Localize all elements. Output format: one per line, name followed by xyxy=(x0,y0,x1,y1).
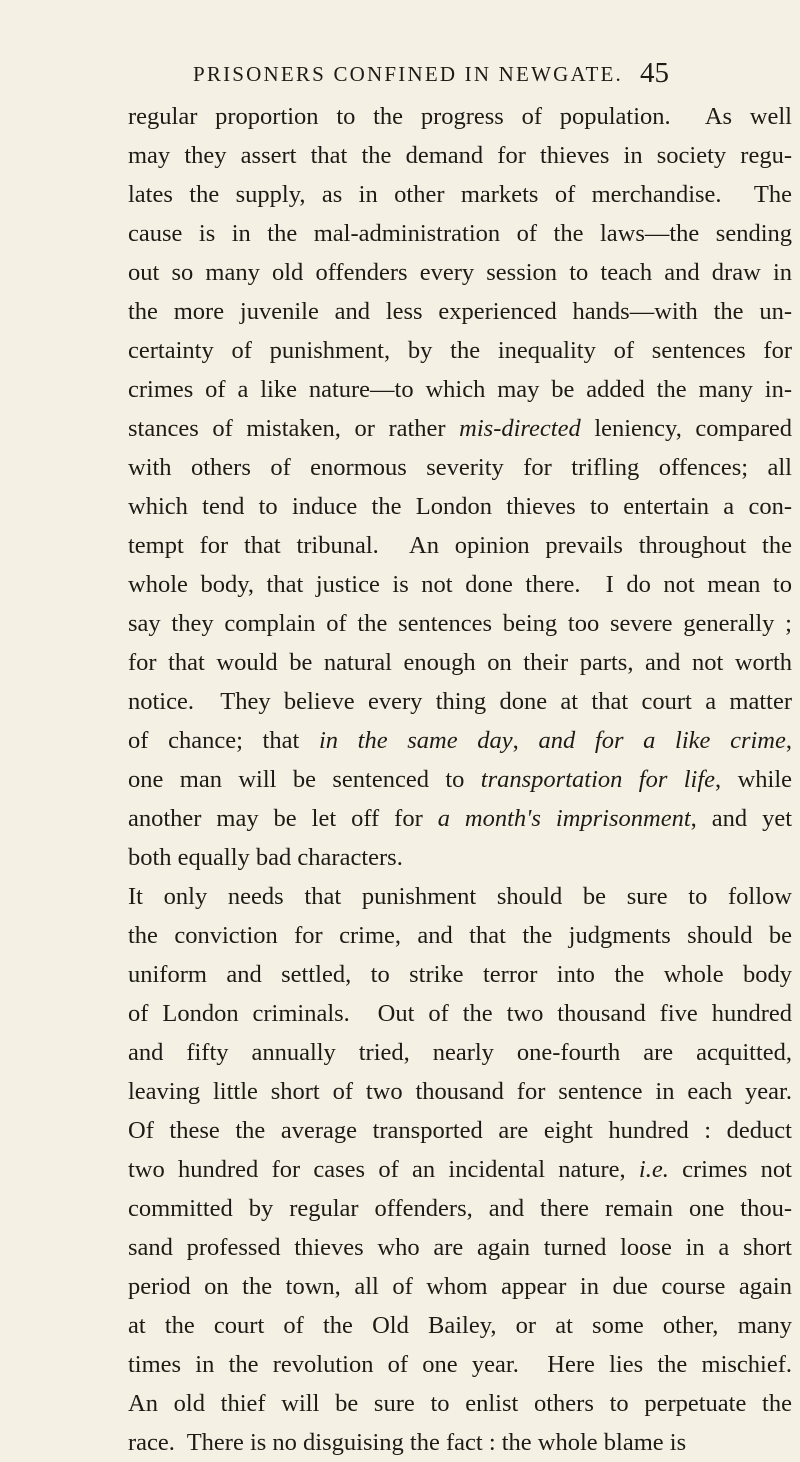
text-segment: period on the town, all of whom appear in due course again xyxy=(128,1273,792,1300)
running-title: PRISONERS CONFINED IN NEWGATE. xyxy=(193,62,624,86)
text-line xyxy=(128,1072,792,1111)
text-line xyxy=(128,1345,792,1384)
text-line xyxy=(128,448,792,487)
text-segment: certainty of punishment, by the inequality of sentences for xyxy=(128,337,792,364)
italic-text: in the same day xyxy=(318,727,513,754)
text-segment: It only needs that punishment should be sure to follow xyxy=(128,883,792,910)
text-line xyxy=(128,214,792,253)
text-segment: , while xyxy=(715,766,792,793)
text-line xyxy=(128,643,792,682)
text-segment: the conviction for crime, and that the judgments should be xyxy=(128,922,792,949)
text-segment: lates the supply, as in other markets of merchandise. The xyxy=(128,181,792,208)
text-line xyxy=(128,1267,792,1306)
italic-text: mis-directed xyxy=(459,415,581,442)
text-line xyxy=(128,604,792,643)
text-segment: for that would be natural enough on their parts, and not worth xyxy=(128,649,792,676)
text-segment: regular proportion to the progress of population. As well xyxy=(128,103,792,130)
text-segment: cause is in the mal-administration of the laws—the sending xyxy=(128,220,792,247)
text-line xyxy=(128,1423,792,1462)
text-line xyxy=(128,1306,792,1345)
text-segment: tempt for that tribunal. An opinion prevails throughout the xyxy=(128,532,792,559)
text-line xyxy=(128,175,792,214)
text-segment: race. There is no disguising the fact : the whole blame is xyxy=(128,1429,687,1456)
text-line xyxy=(128,955,792,994)
text-segment: An old thief will be sure to enlist others to perpetuate the xyxy=(128,1390,792,1417)
text-line xyxy=(128,370,792,409)
text-segment: two hundred for cases of an incidental nature, xyxy=(128,1156,639,1183)
text-line xyxy=(128,838,792,877)
text-segment: sand professed thieves who are again turned loose in a short xyxy=(128,1234,792,1261)
italic-text: and for a like crime xyxy=(538,727,786,754)
italic-text: transportation for life xyxy=(480,766,716,793)
text-segment: uniform and settled, to strike terror into the whole body xyxy=(128,961,792,988)
text-line xyxy=(128,994,792,1033)
text-segment: times in the revolution of one year. Here lies the mischief. xyxy=(128,1351,792,1378)
text-line xyxy=(128,877,792,916)
text-line xyxy=(128,331,792,370)
text-line xyxy=(128,721,792,760)
text-segment: at the court of the Old Bailey, or at some other, many xyxy=(128,1312,792,1339)
text-line xyxy=(128,1033,792,1072)
text-segment: , and yet xyxy=(690,805,793,832)
text-line xyxy=(128,1228,792,1267)
text-segment: with others of enormous severity for trifling offences; all xyxy=(128,454,792,481)
text-segment: of London criminals. Out of the two thousand five hundred xyxy=(128,1000,792,1027)
text-segment: out so many old offenders every session to teach and draw in xyxy=(128,259,792,286)
text-line xyxy=(128,292,792,331)
text-line xyxy=(128,487,792,526)
text-segment: , xyxy=(512,727,539,754)
text-segment: of chance; that xyxy=(128,727,319,754)
text-segment: whole body, that justice is not done there. I do not mean to xyxy=(128,571,792,598)
text-segment: may they assert that the demand for thieves in society regu- xyxy=(128,142,792,169)
text-line xyxy=(128,682,792,721)
text-segment: one man will be sentenced to xyxy=(128,766,481,793)
text-line xyxy=(128,1189,792,1228)
text-segment: stances of mistaken, or rather xyxy=(128,415,460,442)
text-segment: committed by regular offenders, and there remain one thou- xyxy=(128,1195,792,1222)
text-segment: both equally bad characters. xyxy=(128,844,403,871)
text-line xyxy=(128,565,792,604)
text-line xyxy=(128,1150,792,1189)
running-head xyxy=(0,57,800,90)
text-segment: notice. They believe every thing done at that court a matter xyxy=(128,688,792,715)
text-line xyxy=(128,916,792,955)
italic-text: a month's imprisonment xyxy=(437,805,691,832)
body-text xyxy=(128,97,792,1462)
page-number: 45 xyxy=(640,57,669,89)
text-segment: crimes not xyxy=(668,1156,792,1183)
text-segment: leaving little short of two thousand for sentence in each year. xyxy=(128,1078,792,1105)
text-line xyxy=(128,526,792,565)
text-segment: another may be let off for xyxy=(128,805,438,832)
text-segment: say they complain of the sentences being too severe generally ; xyxy=(128,610,792,637)
text-line xyxy=(128,136,792,175)
text-line xyxy=(128,1384,792,1423)
text-segment: Of these the average transported are eight hundred : deduct xyxy=(128,1117,792,1144)
text-segment: leniency, compared xyxy=(580,415,792,442)
text-segment: and fifty annually tried, nearly one-fourth are acquitted, xyxy=(128,1039,792,1066)
text-line xyxy=(128,1111,792,1150)
text-line xyxy=(128,253,792,292)
text-segment: which tend to induce the London thieves to entertain a con- xyxy=(128,493,792,520)
text-line xyxy=(128,409,792,448)
italic-text: i.e. xyxy=(638,1156,669,1183)
text-segment: , xyxy=(785,727,792,754)
text-line xyxy=(128,760,792,799)
text-segment: the more juvenile and less experienced hands—with the un- xyxy=(128,298,792,325)
text-line xyxy=(128,799,792,838)
text-segment: crimes of a like nature—to which may be added the many in- xyxy=(128,376,792,403)
text-line xyxy=(128,97,792,136)
